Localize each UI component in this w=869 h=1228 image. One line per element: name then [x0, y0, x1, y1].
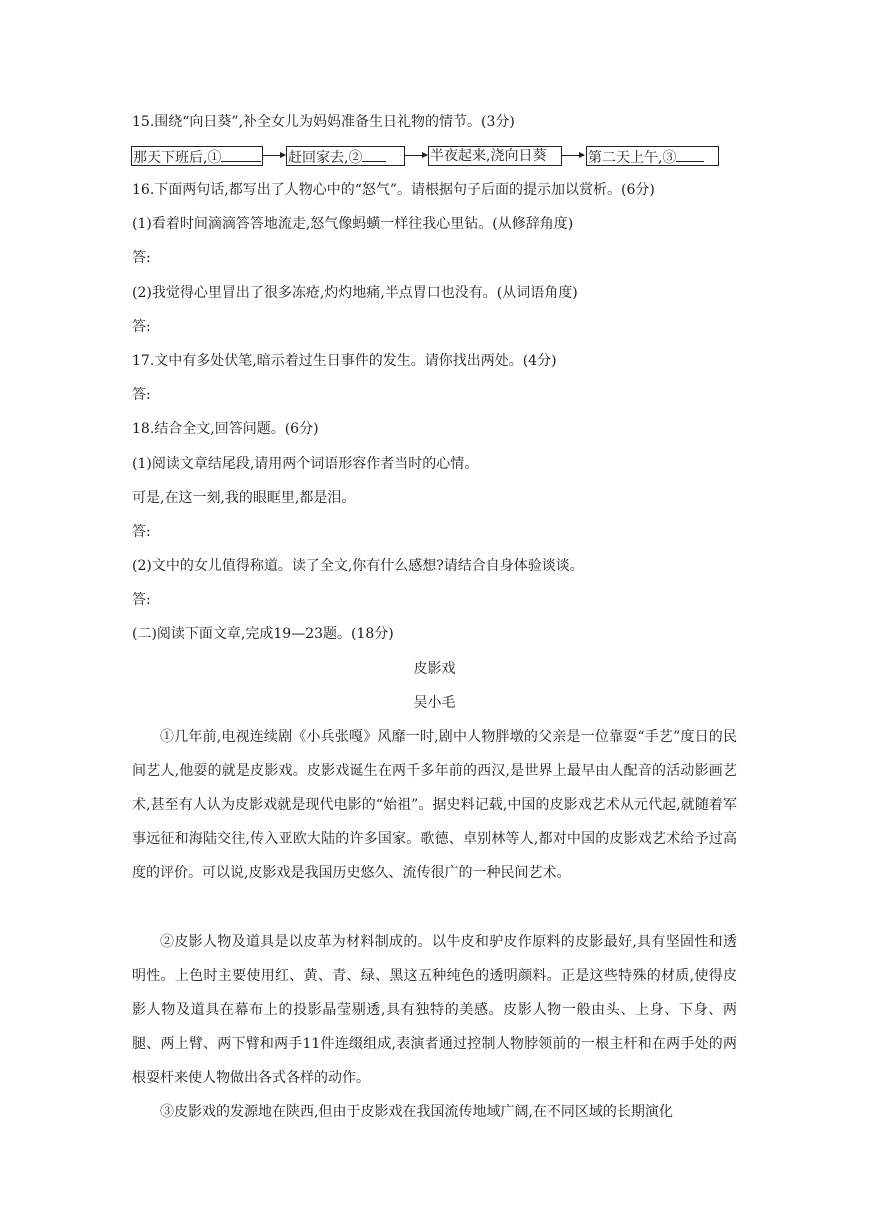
blank-2: [362, 147, 386, 162]
arrow-right-icon: [405, 155, 427, 156]
flow-step-4: [586, 146, 719, 166]
question-15-title: 15.围绕“向日葵”,补全女儿为妈妈准备生日礼物的情节。(3分): [132, 114, 515, 130]
flow-step-1: [131, 146, 263, 166]
arrow-right-icon: [562, 155, 584, 156]
article-paragraph-1: ①几年前,电视连续剧《小兵张嘎》风靡一时,剧中人物胖墩的父亲是一位靠耍“手艺”度日的民间艺人,他耍的就是皮影戏。皮影戏诞生在两千多年前的西汉,是世界上最早由人配音的活动影画艺术,甚至有人认为皮影戏就是现代电影的“始祖”。据史料记载,中国的皮影戏艺术从元代起,就随着军事远征和海陆交往,传入亚欧大陆的许多国家。歌德、卓别林等人,都对中国的皮影戏艺术给予过高度的评价。可以说,皮影戏是我国历史悠久、流传很广的一种民间艺术。: [132, 729, 737, 881]
flow-step-2: [286, 146, 405, 166]
article-title: 皮影戏: [413, 661, 456, 677]
answer-label: 答:: [132, 524, 151, 540]
answer-label: 答:: [132, 319, 151, 335]
arrow-right-icon: [263, 155, 285, 156]
question-17-title: 17.文中有多处伏笔,暗示着过生日事件的发生。请你找出两处。(4分): [132, 353, 557, 369]
flow-step-3: 半夜起来,浇向日葵: [428, 146, 562, 166]
blank-3: [676, 147, 704, 162]
answer-label: 答:: [132, 250, 151, 266]
answer-label: 答:: [132, 387, 151, 403]
article-author: 吴小毛: [413, 695, 456, 711]
question-16-sentence-1: (1)看着时间滴滴答答地流走,怒气像蚂蟥一样往我心里钻。(从修辞角度): [132, 216, 574, 232]
question-18-title: 18.结合全文,回答问题。(6分): [132, 421, 319, 437]
question-16-title: 16.下面两句话,都写出了人物心中的“怒气”。请根据句子后面的提示加以赏析。(6分): [132, 182, 655, 198]
answer-label: 答:: [132, 592, 151, 608]
flow-step-2-text: 赶回家去,②: [288, 150, 363, 166]
section-2-heading: (二)阅读下面文章,完成19—23题。(18分): [132, 626, 394, 642]
article-paragraph-2: ②皮影人物及道具是以皮革为材料制成的。以牛皮和驴皮作原料的皮影最好,具有坚固性和透明性。上色时主要使用红、黄、青、绿、黑这五种纯色的透明颜料。正是这些特殊的材质,使得皮影人物及道具在幕布上的投影晶莹剔透,具有独特的美感。皮影人物一般由头、上身、下身、两腿、两上臂、两下臂和两手11件连缀组成,表演者通过控制人物脖领前的一根主杆和在两手处的两根耍杆来使人物做出各式各样的动作。: [132, 934, 737, 1086]
question-18-part-2: (2)文中的女儿值得称道。读了全文,你有什么感想?请结合自身体验谈谈。: [132, 558, 584, 574]
quoted-sentence: 可是,在这一刻,我的眼眶里,都是泪。: [132, 490, 356, 506]
flow-step-4-text: 第二天上午,③: [588, 150, 677, 166]
article-paragraph-3: ③皮影戏的发源地在陕西,但由于皮影戏在我国流传地域广阔,在不同区域的长期演化: [160, 1104, 673, 1120]
question-18-part-1: (1)阅读文章结尾段,请用两个词语形容作者当时的心情。: [132, 456, 479, 472]
flow-step-1-text: 那天下班后,①: [133, 150, 222, 166]
question-16-sentence-2: (2)我觉得心里冒出了很多冻疮,灼灼地痛,半点胃口也没有。(从词语角度): [132, 285, 578, 301]
blank-1: [221, 147, 261, 162]
